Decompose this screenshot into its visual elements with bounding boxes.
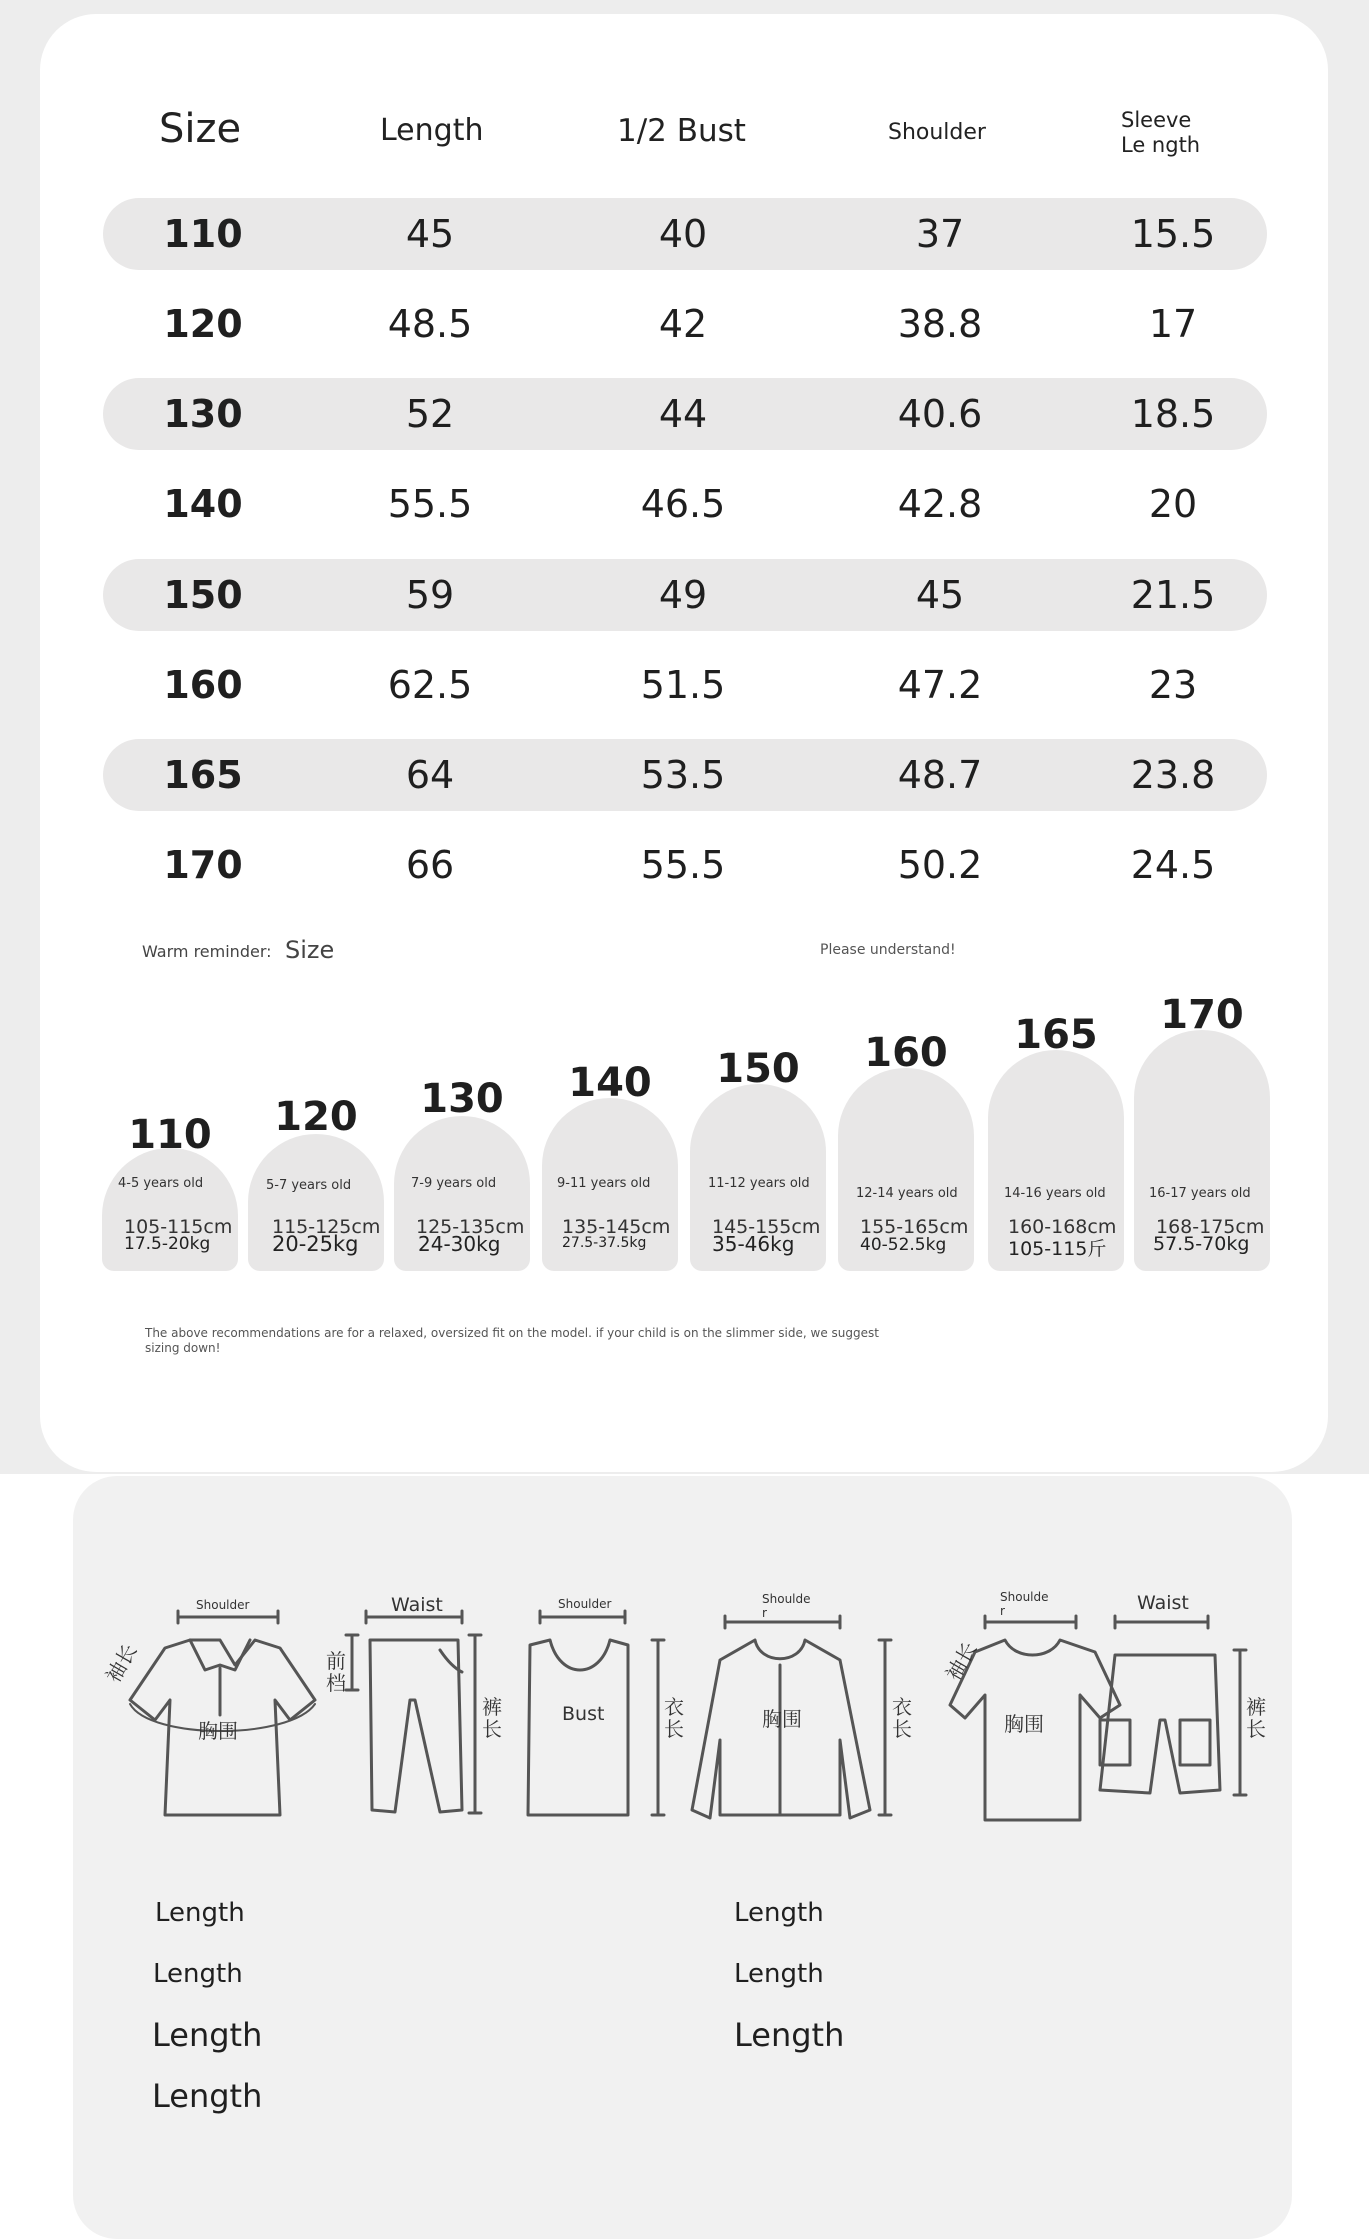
bust-cell: 49 <box>658 573 708 617</box>
size-cell: 160 <box>163 663 243 707</box>
length-label: Length <box>155 1898 245 1928</box>
shorts-icon <box>1100 1616 1246 1795</box>
sleeve-cell: 23.8 <box>1130 753 1216 797</box>
sleeve-cell: 18.5 <box>1130 392 1216 436</box>
bust-cell: 55.5 <box>640 843 726 887</box>
diagram-rise-label: 前档 <box>326 1649 346 1695</box>
arch-age: 4-5 years old <box>118 1176 204 1191</box>
arch-height: 105-115cm <box>124 1216 233 1238</box>
arch-weight: 57.5-70kg <box>1153 1233 1250 1255</box>
header-sleeve-length: Sleeve Le ngth <box>1121 108 1201 157</box>
shoulder-cell: 40.6 <box>897 392 983 436</box>
arch-size: 140 <box>568 1060 652 1106</box>
size-cell: 150 <box>163 573 243 617</box>
sleeve-cell: 17 <box>1148 302 1198 346</box>
arch-age: 7-9 years old <box>411 1176 497 1191</box>
size-cell: 140 <box>163 482 243 526</box>
arch-weight: 27.5-37.5kg <box>562 1235 647 1251</box>
arch-weight: 20-25kg <box>272 1232 359 1256</box>
header-size: Size <box>159 106 242 152</box>
bust-cell: 51.5 <box>640 663 726 707</box>
diagram-bust-label: Bust <box>562 1703 605 1725</box>
length-label: Length <box>152 2016 263 2054</box>
length-cell: 62.5 <box>387 663 473 707</box>
arch-size: 150 <box>716 1046 800 1092</box>
warm-reminder-size: Size <box>285 936 335 964</box>
length-cell: 52 <box>405 392 455 436</box>
arch-age: 5-7 years old <box>266 1178 352 1193</box>
shoulder-cell: 48.7 <box>897 753 983 797</box>
bust-cell: 46.5 <box>640 482 726 526</box>
arch-height: 160-168cm <box>1008 1216 1117 1238</box>
size-cell: 120 <box>163 302 243 346</box>
diagram-shoulder-label: Shoulder <box>196 1598 250 1612</box>
length-cell: 55.5 <box>387 482 473 526</box>
diagram-pant-length-label: 裤长 <box>482 1695 502 1741</box>
arch-age: 16-17 years old <box>1149 1186 1251 1201</box>
header-length: Length <box>380 113 484 148</box>
length-label: Length <box>734 1898 824 1928</box>
diagram-shoulder-label: Shoulde r <box>1000 1590 1049 1618</box>
bust-cell: 40 <box>658 212 708 256</box>
sleeve-cell: 21.5 <box>1130 573 1216 617</box>
arch-size: 130 <box>420 1076 504 1122</box>
shoulder-cell: 47.2 <box>897 663 983 707</box>
warm-reminder-label: Warm reminder: <box>142 942 272 961</box>
arch-size: 160 <box>864 1030 948 1076</box>
length-label: Length <box>734 1959 824 1989</box>
arch-size: 170 <box>1160 992 1244 1038</box>
shoulder-cell: 37 <box>915 212 965 256</box>
diagram-pant-length-label: 裤长 <box>1246 1695 1266 1741</box>
arch-weight: 40-52.5kg <box>860 1235 947 1255</box>
arch-height: 168-175cm <box>1156 1216 1265 1238</box>
header-shoulder: Shoulder <box>888 120 986 145</box>
length-cell: 48.5 <box>387 302 473 346</box>
polo-shirt-icon <box>130 1611 315 1815</box>
size-cell: 110 <box>163 212 243 256</box>
bust-cell: 42 <box>658 302 708 346</box>
fit-disclaimer: The above recommendations are for a relaxed, oversized fit on the model. if your child is on the slimmer side, we suggest sizing down! <box>145 1326 879 1355</box>
arch-age: 12-14 years old <box>856 1186 958 1201</box>
diagram-sleeve-label: 袖长 <box>100 1639 142 1687</box>
length-label: Length <box>734 2016 845 2054</box>
diagram-sleeve-label: 袖长 <box>940 1637 982 1685</box>
length-label: Length <box>152 2077 263 2115</box>
sleeve-cell: 23 <box>1148 663 1198 707</box>
arch-height: 155-165cm <box>860 1216 969 1238</box>
size-cell: 130 <box>163 392 243 436</box>
sleeve-cell: 24.5 <box>1130 843 1216 887</box>
length-cell: 45 <box>405 212 455 256</box>
arch-height: 125-135cm <box>416 1216 525 1238</box>
length-cell: 59 <box>405 573 455 617</box>
arch-size: 110 <box>128 1112 212 1158</box>
diagram-waist-label: Waist <box>391 1594 443 1616</box>
shoulder-cell: 50.2 <box>897 843 983 887</box>
please-understand-text: Please understand! <box>820 942 956 958</box>
arch-height: 135-145cm <box>562 1216 671 1238</box>
bust-cell: 53.5 <box>640 753 726 797</box>
length-label: Length <box>153 1959 243 1989</box>
shoulder-cell: 42.8 <box>897 482 983 526</box>
arch-height: 115-125cm <box>272 1216 381 1238</box>
sleeve-cell: 20 <box>1148 482 1198 526</box>
arch-height: 145-155cm <box>712 1216 821 1238</box>
length-cell: 66 <box>405 843 455 887</box>
sleeve-cell: 15.5 <box>1130 212 1216 256</box>
arch-weight: 17.5-20kg <box>124 1234 211 1254</box>
size-cell: 170 <box>163 843 243 887</box>
diagram-chest-label: 胸围 <box>1004 1712 1044 1736</box>
arch-size: 165 <box>1014 1012 1098 1058</box>
arch-age: 14-16 years old <box>1004 1186 1106 1201</box>
diagram-waist-label: Waist <box>1137 1592 1189 1614</box>
arch-weight: 35-46kg <box>712 1232 795 1256</box>
diagram-chest-label: 胸围 <box>198 1719 238 1743</box>
arch-age: 11-12 years old <box>708 1176 810 1191</box>
arch-weight: 105-115斤 <box>1008 1238 1107 1260</box>
arch-age: 9-11 years old <box>557 1176 651 1191</box>
pants-icon <box>346 1611 481 1813</box>
arch-size: 120 <box>274 1094 358 1140</box>
diagram-chest-label: 胸围 <box>762 1707 802 1731</box>
header-half-bust: 1/2 Bust <box>617 113 746 149</box>
length-cell: 64 <box>405 753 455 797</box>
bust-cell: 44 <box>658 392 708 436</box>
arch-weight: 24-30kg <box>418 1232 501 1256</box>
size-cell: 165 <box>163 753 243 797</box>
diagram-shoulder-label: Shoulder <box>558 1597 612 1611</box>
diagram-top-length-label: 衣长 <box>664 1695 684 1741</box>
diagram-top-length-label: 衣长 <box>892 1695 912 1741</box>
diagram-shoulder-label: Shoulde r <box>762 1592 811 1620</box>
shoulder-cell: 38.8 <box>897 302 983 346</box>
shoulder-cell: 45 <box>915 573 965 617</box>
